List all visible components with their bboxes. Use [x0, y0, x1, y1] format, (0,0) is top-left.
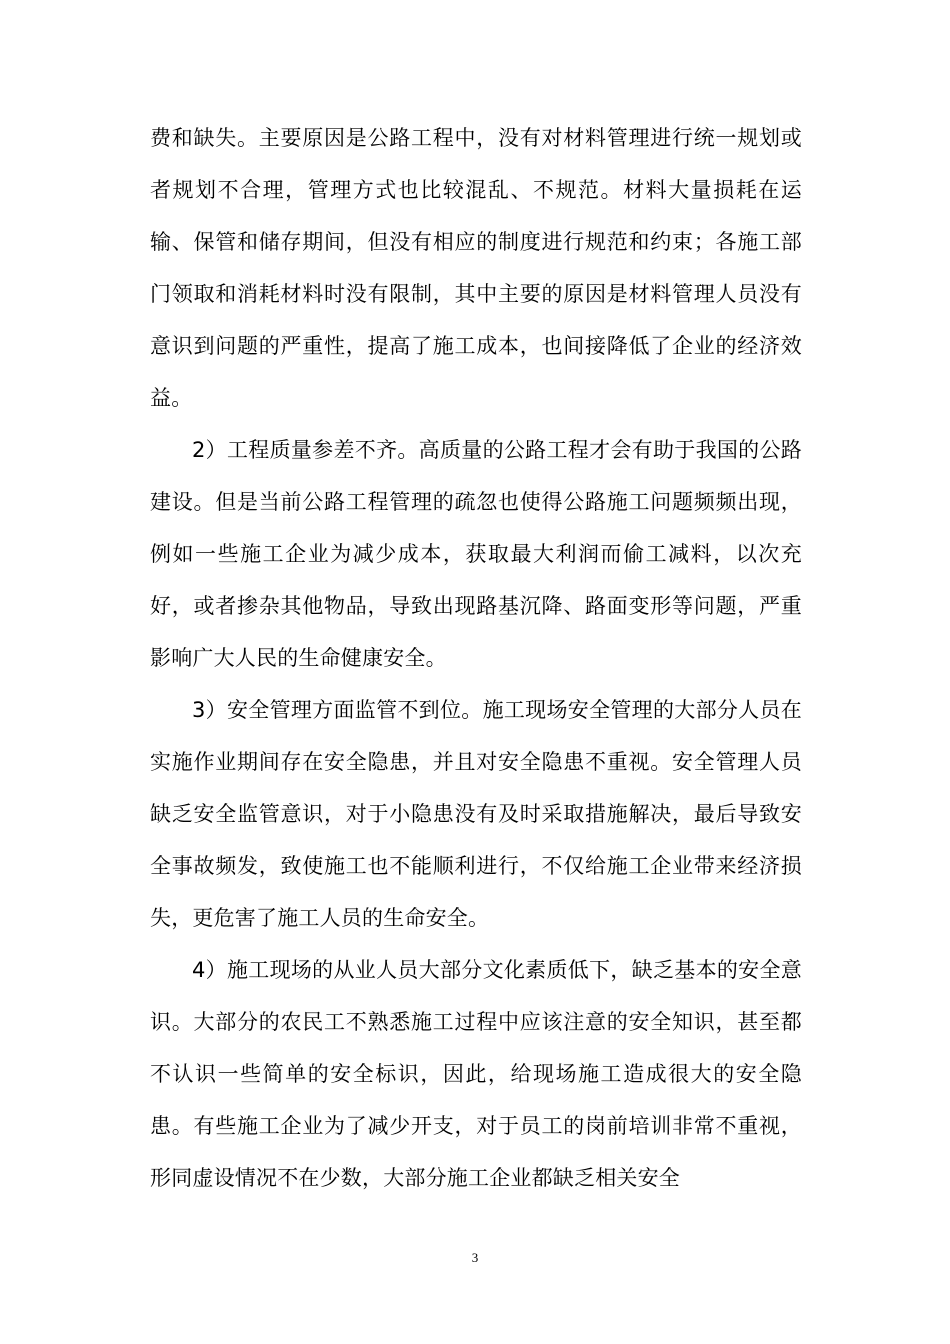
paragraph-quality-issues: 2）工程质量参差不齐。高质量的公路工程才会有助于我国的公路建设。但是当前公路工程管理的疏忽也使得公路施工问题频频出现，例如一些施工企业为减少成本，获取最大利润而偷工减料，以次充好，或者掺杂其他物品，导致出现路基沉降、路面变形等问题，严重影响广大人民的生命健康安全。 [150, 438, 802, 670]
page-body [150, 112, 802, 1204]
page-number: 3 [471, 1250, 479, 1265]
paragraph-worker-quality: 4）施工现场的从业人员大部分文化素质低下，缺乏基本的安全意识。大部分的农民工不熟悉施工过程中应该注意的安全知识，甚至都不认识一些简单的安全标识，因此，给现场施工造成很大的安全隐患。有些施工企业为了减少开支，对于员工的岗前培训非常不重视，形同虚设情况不在少数，大部分施工企业都缺乏相关安全 [150, 958, 802, 1190]
paragraph-material-waste: 费和缺失。主要原因是公路工程中，没有对材料管理进行统一规划或者规划不合理，管理方式也比较混乱、不规范。材料大量损耗在运输、保管和储存期间，但没有相应的制度进行规范和约束；各施工部门领取和消耗材料时没有限制，其中主要的原因是材料管理人员没有意识到问题的严重性，提高了施工成本，也间接降低了企业的经济效益。 [150, 126, 802, 410]
paragraph-safety-supervision: 3）安全管理方面监管不到位。施工现场安全管理的大部分人员在实施作业期间存在安全隐患，并且对安全隐患不重视。安全管理人员缺乏安全监管意识，对于小隐患没有及时采取措施解决，最后导致安全事故频发，致使施工也不能顺利进行，不仅给施工企业带来经济损失，更危害了施工人员的生命安全。 [150, 698, 802, 930]
